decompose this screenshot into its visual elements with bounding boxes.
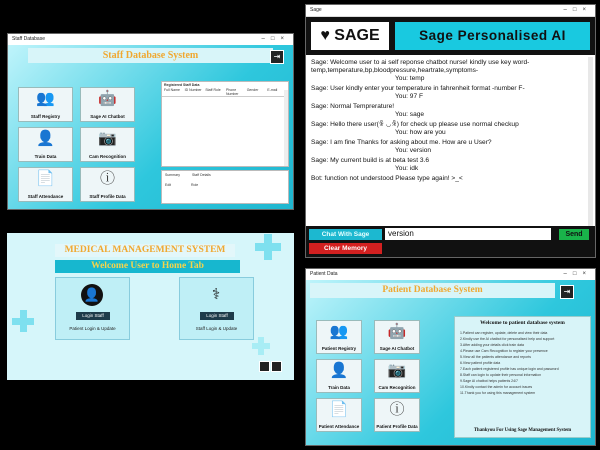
tile-label: Patient Registry: [321, 346, 357, 351]
footer-icon[interactable]: [271, 361, 282, 372]
info-icon: ⓘ: [99, 170, 115, 187]
staff-title-banner: [28, 48, 273, 63]
welcome-line: 1.Patient can register, update, delete and view their data: [460, 331, 548, 335]
user-message: You: sage: [395, 111, 425, 118]
tile-label: Train Data: [328, 385, 350, 390]
chat-message: [311, 175, 589, 183]
footer-icon[interactable]: [259, 361, 270, 372]
welcome-list: [455, 331, 590, 395]
welcome-line: 11.Thank you for using this management system: [460, 391, 536, 395]
thanks-text: Thankyou For Using Sage Management System: [473, 428, 572, 433]
column-header[interactable]: Gender: [246, 88, 259, 92]
chat-titlebar: [306, 5, 595, 17]
column-header[interactable]: Phone Number: [226, 88, 239, 96]
staff-attendance-tile[interactable]: [18, 167, 73, 202]
user-gear-icon: 👤: [36, 130, 55, 147]
chat-header: [306, 17, 595, 55]
welcome-line: 5.View all the patients attendance and reports: [460, 355, 531, 359]
staff-table-panel: [161, 81, 289, 167]
patient-title: Patient Database System: [382, 285, 483, 295]
chat-window-title: Sage: [310, 7, 322, 13]
sage-message: Sage: Normal Temprerature!: [311, 103, 395, 110]
table-title: Registered Staff Data: [164, 83, 200, 87]
user-message: You: version: [395, 147, 432, 154]
welcome-title: Welcome to patient database system: [480, 320, 565, 326]
detail-label: Staff Details: [191, 173, 211, 177]
heart-icon: ♥: [320, 27, 330, 44]
sage-chatbot-tile[interactable]: [374, 320, 420, 354]
cam-recognition-tile[interactable]: [374, 359, 420, 393]
user-message: You: 97 F: [395, 93, 423, 100]
chat-scrollbar[interactable]: [588, 57, 593, 227]
medical-title: [55, 244, 235, 257]
train-data-tile[interactable]: [18, 127, 73, 162]
tile-label: Cam Recognition: [378, 385, 416, 390]
welcome-line: 9.Sage AI chatbot helps patients 24/7: [460, 379, 518, 383]
camera-icon: 📷: [98, 130, 117, 147]
welcome-line: 3.After adding your details click train data: [460, 343, 525, 347]
column-header[interactable]: E-mail: [267, 88, 278, 92]
chat-log[interactable]: [309, 57, 591, 231]
chat-message: [311, 139, 589, 155]
tile-label: Train Data: [34, 154, 57, 159]
welcome-line: 8.Staff can login to update their personal information: [460, 373, 542, 377]
patient-login-button[interactable]: Login Staff: [76, 312, 110, 320]
sage-message: Sage: I am fine Thanks for asking about me. How are u User?: [311, 139, 492, 146]
robot-icon: 🤖: [98, 90, 117, 107]
chat-message: [311, 157, 589, 173]
patient-profile-tile[interactable]: [374, 398, 420, 432]
detail-label: Summary: [165, 173, 180, 177]
sage-message: Sage: User kindly enter your temperature in fahrenheit format -number F-: [311, 85, 525, 92]
sage-message: Sage: Hello there user(ꆜ ◡ꆜ) for check up please use normal checkup: [311, 121, 519, 128]
tile-label: Staff Attendance: [27, 194, 64, 199]
sage-chatbot-tile[interactable]: [80, 87, 135, 122]
staff-details-panel: [161, 170, 289, 204]
tile-label: Sage AI Chatbot: [379, 346, 415, 351]
patient-background: [306, 280, 595, 445]
group-icon: 👥: [36, 90, 55, 107]
train-data-tile[interactable]: [316, 359, 362, 393]
sage-chat-window: [305, 4, 596, 258]
user-message: You: temp: [395, 75, 425, 82]
camera-icon: 📷: [387, 362, 407, 379]
column-header[interactable]: Full Name: [164, 88, 180, 92]
window-controls[interactable]: –□×: [261, 36, 290, 42]
welcome-line: 4.Please use Cam Recognition to register your presence: [460, 349, 548, 353]
staff-login-card: [179, 277, 254, 340]
detail-label: Role: [191, 183, 199, 187]
medical-title-text: MEDICAL MANAGEMENT SYSTEM: [64, 245, 226, 255]
tile-label: Cam Recognition: [88, 154, 126, 159]
sage-message: Sage: Welcome user to ai self reponse chatbot nurse! kindly use key word-temp,temperature,bp,bloodpressure,heartrate,symptoms-: [311, 59, 530, 74]
message-input[interactable]: version: [385, 228, 551, 240]
robot-icon: 🤖: [387, 323, 407, 340]
patient-login-card: [55, 277, 130, 340]
staff-registry-tile[interactable]: [18, 87, 73, 122]
group-icon: 👥: [329, 323, 349, 340]
patient-title-banner: [310, 283, 555, 298]
document-icon: 📄: [36, 170, 55, 187]
sage-message: Bot: function not understood Please type again! >_<: [311, 175, 463, 182]
detail-row: [162, 171, 288, 179]
user-gear-icon: 👤: [329, 362, 349, 379]
decor-cross: [258, 337, 264, 355]
table-header: [162, 88, 288, 97]
patient-attendance-tile[interactable]: [316, 398, 362, 432]
user-message: You: idk: [395, 165, 419, 172]
welcome-line: 2.Kindly use the AI chatbot for personalised help and support: [460, 337, 555, 341]
chat-message: [311, 103, 589, 119]
medical-subtitle: [55, 260, 240, 273]
welcome-panel: [454, 316, 591, 438]
tile-label: Staff Profile Data: [89, 194, 126, 199]
staff-database-window: [7, 33, 294, 210]
tile-label: Sage AI Chatbot: [90, 114, 125, 119]
staff-profile-tile[interactable]: [80, 167, 135, 202]
sage-message: Sage: My current build is at beta test 3.6: [311, 157, 430, 164]
staff-background: [8, 45, 293, 209]
patient-window-title: Patient Data: [310, 271, 338, 277]
window-controls[interactable]: –□×: [563, 7, 592, 13]
decor-cross: [20, 310, 27, 332]
exit-button[interactable]: ⇥: [270, 50, 284, 64]
staff-login-caption: Staff Login & Update: [195, 326, 238, 331]
chat-heading: Sage Personalised AI: [395, 22, 590, 50]
user-message: You: how are you: [395, 129, 446, 136]
medical-home-window: [7, 233, 294, 380]
chat-message: [311, 85, 589, 101]
send-button[interactable]: Send: [559, 229, 589, 240]
clear-memory-button[interactable]: Clear Memory: [309, 243, 382, 254]
welcome-line: 7.Each patient registered profile has unique login and password: [460, 367, 559, 371]
brand-text: SAGE: [334, 27, 380, 44]
column-header[interactable]: ID Number: [184, 88, 202, 92]
table-scrollbar[interactable]: [284, 90, 288, 166]
tile-label: Staff Registry: [30, 114, 61, 119]
user-icon: 👤: [81, 284, 103, 306]
chat-footer: [306, 226, 595, 257]
chat-message: [311, 59, 589, 83]
staff-login-button[interactable]: Login Staff: [200, 312, 234, 320]
info-icon: ⓘ: [389, 401, 405, 418]
medical-subtitle-text: Welcome User to Home Tab: [91, 261, 204, 271]
patient-login-caption: Patient Login & Update: [69, 326, 116, 331]
decor-cross: [264, 234, 272, 260]
detail-label: Edit: [165, 183, 172, 187]
staff-title: Staff Database System: [102, 50, 199, 61]
document-icon: 📄: [329, 401, 349, 418]
detail-row: [162, 179, 288, 191]
sage-logo: [311, 22, 389, 50]
chat-message: [311, 121, 589, 137]
staff-window-title: Staff Database: [12, 36, 45, 42]
patient-registry-tile[interactable]: [316, 320, 362, 354]
patient-database-window: [305, 268, 596, 446]
cam-recognition-tile[interactable]: [80, 127, 135, 162]
window-controls[interactable]: –□×: [563, 271, 592, 277]
exit-button[interactable]: ⇥: [560, 285, 574, 299]
column-header[interactable]: Staff Role: [205, 88, 221, 92]
chat-with-sage-button[interactable]: Chat With Sage: [309, 229, 382, 240]
tile-label: Patient Attendance: [318, 424, 360, 429]
tile-label: Patient Profile Data: [376, 424, 418, 429]
welcome-line: 6.View patient profile data: [460, 361, 501, 365]
stethoscope-icon: ⚕: [211, 286, 221, 303]
welcome-line: 10.Kindly contact the admin for account issues: [460, 385, 533, 389]
